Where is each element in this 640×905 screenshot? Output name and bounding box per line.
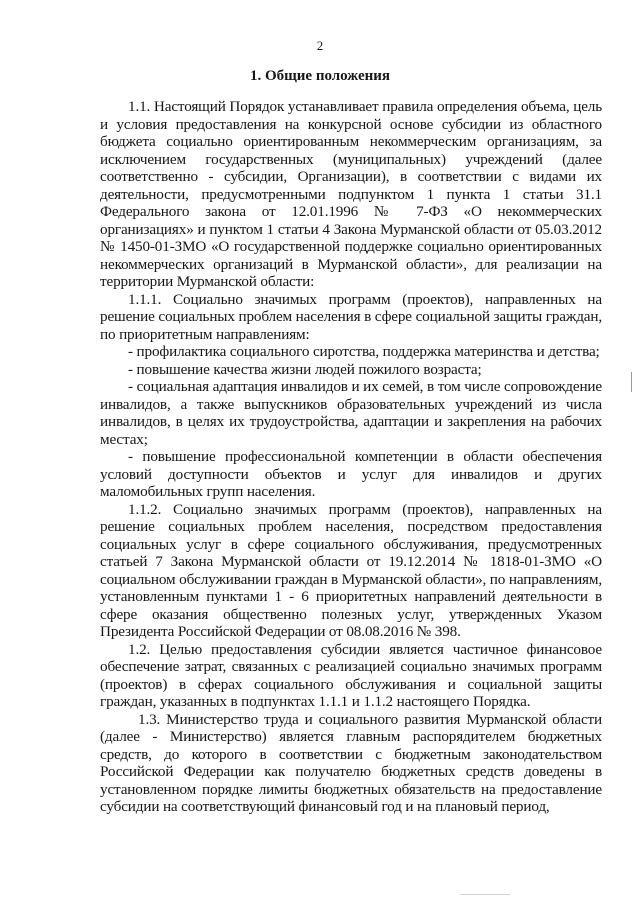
scan-margin-mark bbox=[631, 372, 632, 392]
paragraph-1-1-1: 1.1.1. Социально значимых программ (проектов), направленных на решение социальных проблем населения в сфере социальной защиты граждан, по приоритетным направлениям: bbox=[100, 290, 602, 343]
list-item-orphanhood: - профилактика социального сиротства, поддержка материнства и детства; bbox=[128, 343, 600, 360]
list-item-elderly: - повышение качества жизни людей пожилого возраста; bbox=[128, 360, 482, 378]
document-body bbox=[100, 98, 602, 816]
page-number: 2 bbox=[316, 38, 324, 53]
list-item-disabled-adaptation: - социальная адаптация инвалидов и их семей, в том числе сопровождение инвалидов, а также выпускников образовательных учреждений из числа инвалидов, в целях их трудоустройства, адаптации и закрепления на рабочих местах; bbox=[100, 378, 602, 448]
paragraph-1-1: 1.1. Настоящий Порядок устанавливает правила определения объема, цель и условия предоставления на конкурсной основе субсидии из областного бюджета социально ориентированным некоммерческим организациям, за исключением государственных (муниципальных) учреждений (далее соответственно - субсидии, Организации), в соответствии с видами их деятельности, предусмотренными подпунктом 1 пункта 1 статьи 31.1 Федерального закона от 12.01.1996 № 7-ФЗ «О некоммерческих организациях» и пунктом 1 статьи 4 Закона Мурманской области от 05.03.2012 № 1450-01-ЗМО «О государственной поддержке социально ориентированных некоммерческих организаций в Мурманской области», для реализации на территории Мурманской области: bbox=[100, 98, 602, 290]
list-item-accessibility: - повышение профессиональной компетенции в области обеспечения условий доступности объектов и услуг для инвалидов и других маломобильных групп населения. bbox=[100, 448, 602, 500]
scan-smudge bbox=[460, 894, 510, 895]
paragraph-1-1-2: 1.1.2. Социально значимых программ (проектов), направленных на решение социальных проблем населения, посредством предоставления социальных услуг в сфере социального обслуживания, предусмотренных статьей 7 Закона Мурманской области от 19.12.2014 № 1818-01-ЗМО «О социальном обслуживании граждан в Мурманской области», по направлениям, установленным пунктами 1 - 6 приоритетных направлений деятельности в сфере оказания общественно полезных услуг, утвержденных Указом Президента Российской Федерации от 08.08.2016 № 398. bbox=[100, 500, 602, 640]
section-title: 1. Общие положения bbox=[249, 68, 391, 84]
paragraph-1-2: 1.2. Целью предоставления субсидии является частичное финансовое обеспечение затрат, связанных с реализацией социально значимых программ (проектов) в сферах социального обслуживания и социальной защиты граждан, указанных в подпунктах 1.1.1 и 1.1.2 настоящего Порядка. bbox=[100, 640, 602, 710]
paragraph-1-3: 1.3. Министерство труда и социального развития Мурманской области (далее - Министерство) является главным распорядителем бюджетных средств, до которого в соответствии с бюджетным законодательством Российской Федерации как получателю бюджетных средств доведены в установленном порядке лимиты бюджетных обязательств на предоставление субсидии на соответствующий финансовый год и на плановый период, bbox=[100, 710, 602, 815]
